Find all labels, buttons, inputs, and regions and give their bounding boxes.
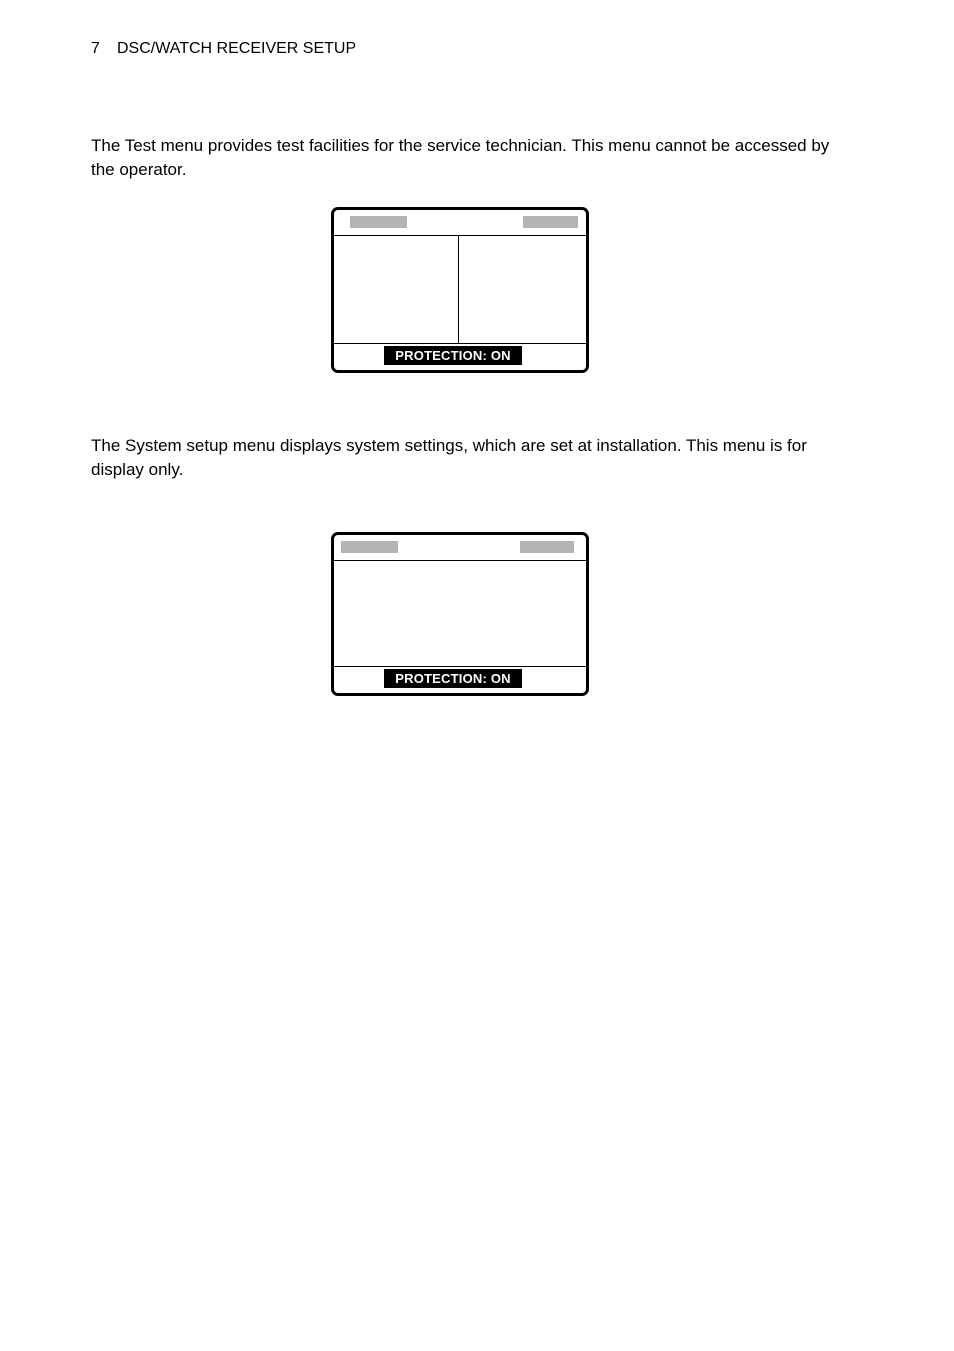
system-setup-menu-description: The System setup menu displays system settings, which are set at installation. This menu is for display only. (91, 436, 807, 479)
test-menu-description: The Test menu provides test facilities for the service technician. This menu cannot be accessed by the operator. (91, 136, 830, 179)
running-header (91, 39, 356, 59)
screen-status-bar (334, 343, 586, 370)
column-divider (458, 235, 459, 343)
masked-title-left (341, 541, 398, 553)
chapter-title: DSC/WATCH RECEIVER SETUP (117, 40, 357, 57)
chapter-number: 7 (91, 40, 100, 57)
protection-status-badge: PROTECTION: ON (384, 669, 522, 688)
masked-title-right (520, 541, 574, 553)
system-setup-menu-screen (331, 532, 589, 696)
masked-title-right (523, 216, 578, 228)
protection-status-badge: PROTECTION: ON (384, 346, 522, 365)
screen-title-bar (334, 535, 586, 561)
screen-title-bar (334, 210, 586, 236)
test-menu-screen (331, 207, 589, 373)
screen-status-bar (334, 666, 586, 693)
masked-title-left (350, 216, 407, 228)
